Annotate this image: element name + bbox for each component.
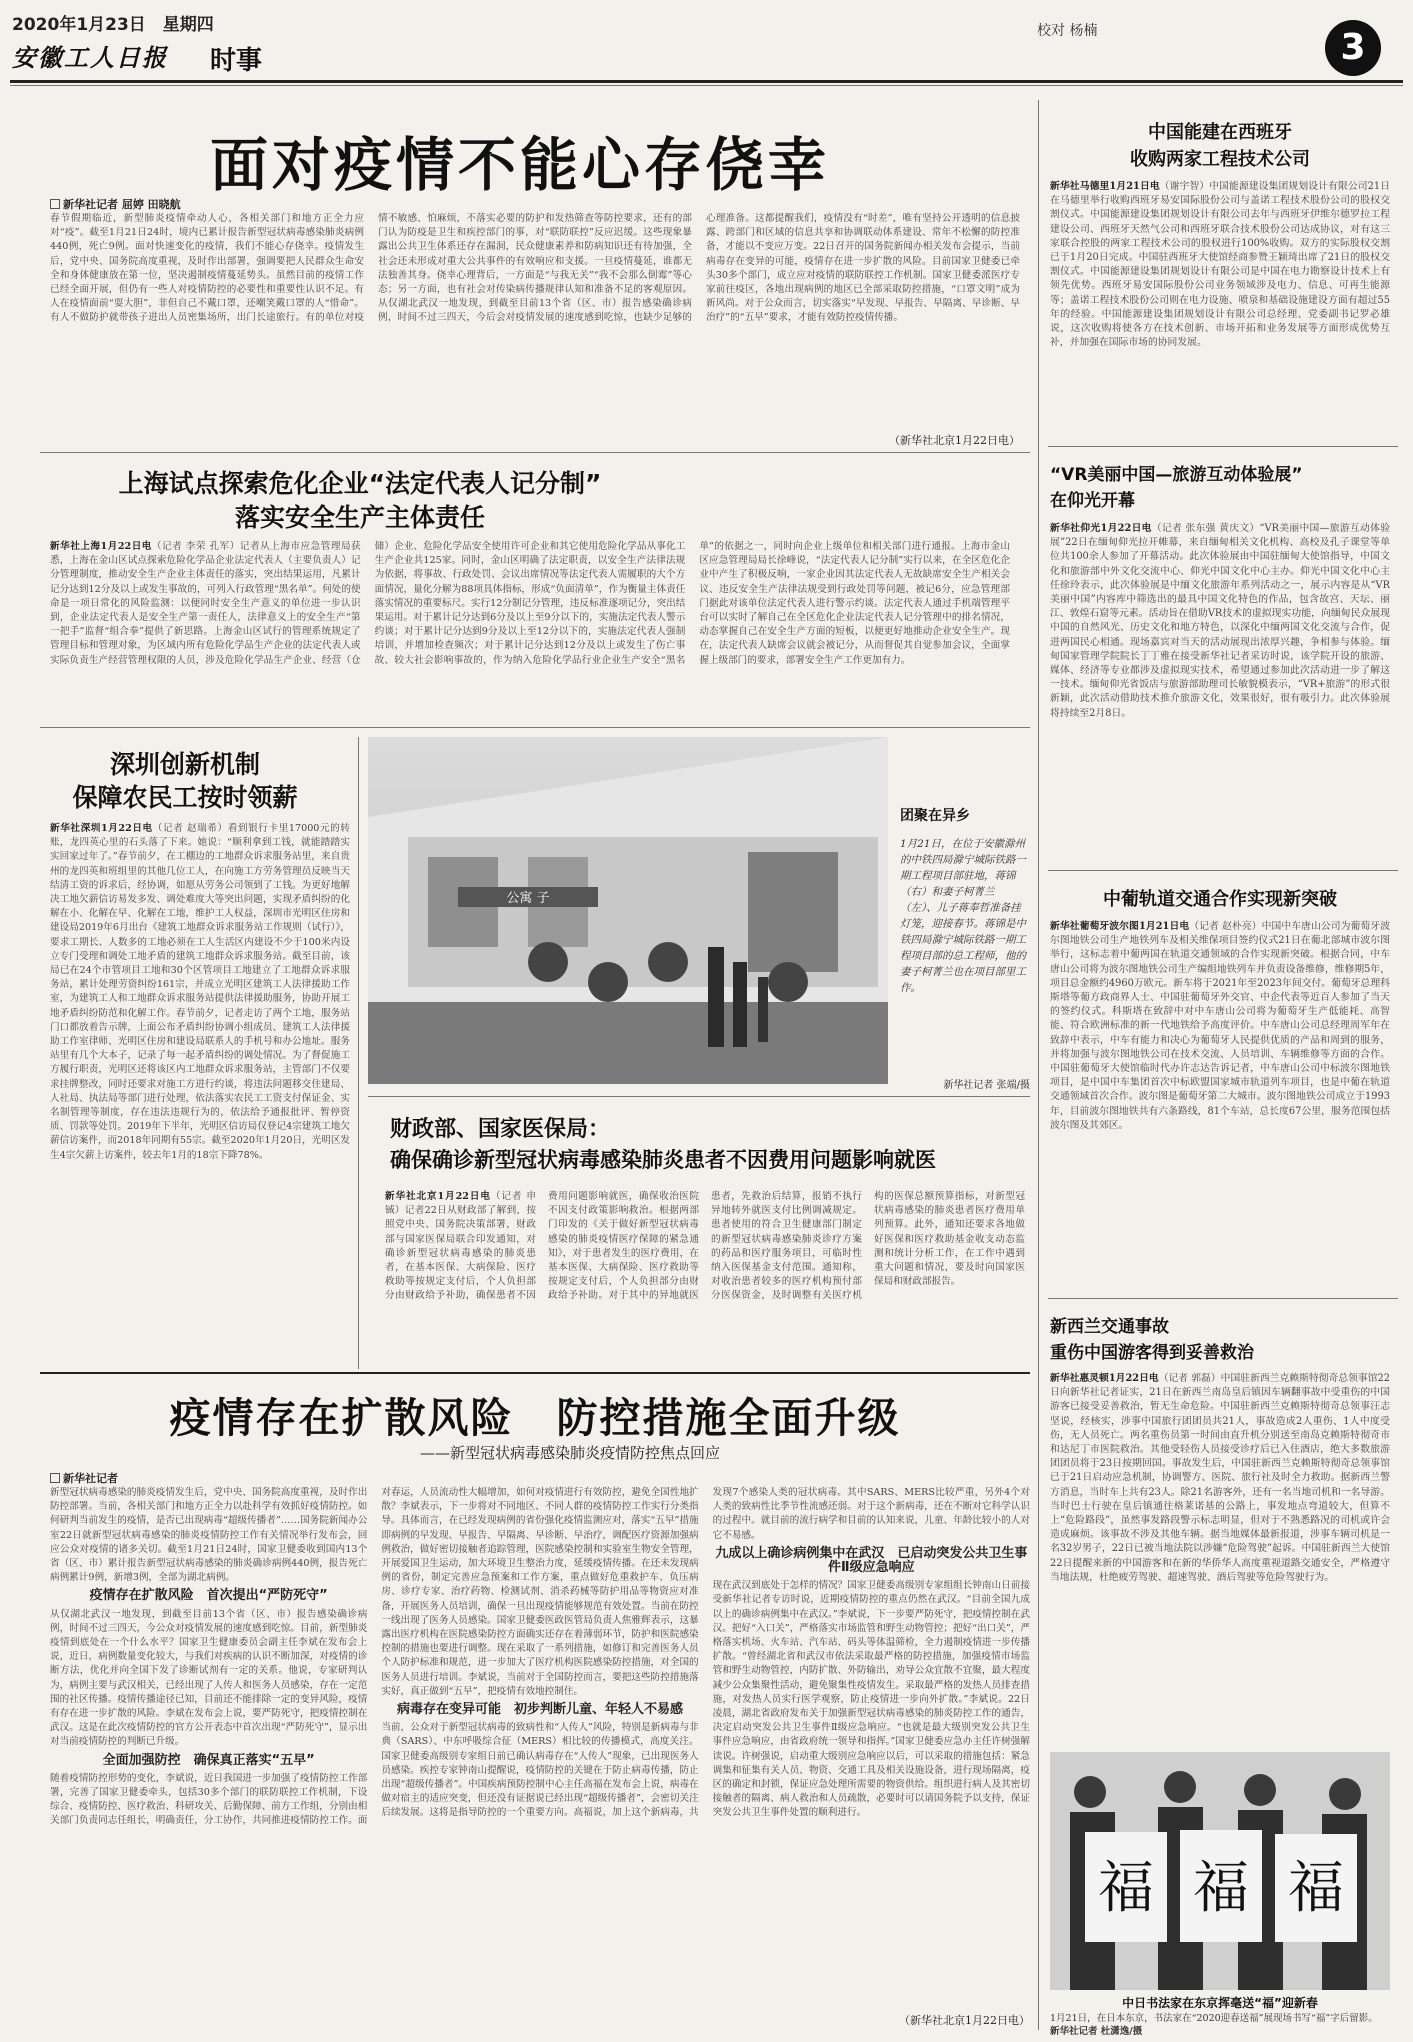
epidemic-credit: （新华社北京1月22日电） <box>899 2014 1030 2027</box>
shanghai-body <box>50 540 1010 720</box>
divider-sidebar-2 <box>1048 870 1398 871</box>
editor-label: 校对 杨楠 <box>1037 23 1098 39</box>
sidebar-a1-body <box>1050 180 1390 438</box>
epidemic-heading-4: 九成以上确诊病例集中在武汉 已启动突发公共卫生事件Ⅱ级应急响应 <box>715 1545 1028 1576</box>
sidebar-a3-lead: 新华社葡萄牙波尔图1月21日电 <box>1050 921 1190 932</box>
finance-text: 记者22日从财政部了解到，按照党中央、国务院决策部署，财政部与国家医保局联合印发通知，对确诊新型冠状病毒感染的肺炎患者，在基本医保、大病保险、医疗救助等按规定支付后，个人负担部分由财政给予补助，确保患者不因费用问题影响就医，确保收治医院不因支付政策影响救治。根据两部门印发的《关于做好新型冠状病毒感染的肺炎疫情医疗保障的紧急通知》，对于患者发生的医疗费用，在基本医保、大病保险、医疗救助等按规定支付后，个人负担部分由财政给予补助。对于其中的异地就医患者，先救治后结算，报销不执行异地转外就医支付比例调减规定。患者使用的符合卫生健康部门制定的新型冠状病毒感染肺炎诊疗方案的药品和医疗服务项目，可临时性纳入医保基金支付范围。通知称，对收治患者较多的医疗机构预付部分医保资金，及时调整有关医疗机构的医保总额预算指标，对新型冠状病毒感染的肺炎患者医疗费用单列预算。此外，通知还要求各地做好医保和医疗救助基金收支动态监测和统计分析工作，在工作中遇到重大问题和情况，要及时向国家医保局和财政部报告。 <box>385 1191 1025 1302</box>
finance-byline: （记者 申铖） <box>385 1191 536 1217</box>
sidebar-a3-body <box>1050 920 1390 1292</box>
divider-finance <box>40 1372 1030 1374</box>
sidebar-a4-lead: 新华社惠灵顿1月22日电 <box>1050 1373 1159 1384</box>
fu-char-2: 福 <box>1193 1856 1249 1921</box>
divider-photo <box>368 1096 1030 1097</box>
sidebar-a2-body <box>1050 522 1390 862</box>
page-number <box>1325 20 1381 76</box>
byline-marker-icon <box>50 199 60 209</box>
epidemic-heading-1: 疫情存在扩散风险 首次提出“严防死守” <box>89 1588 328 1604</box>
sidebar-a1-byline: （谢宇智） <box>1159 181 1210 192</box>
photo2-credit: 新华社记者 杜潇逸/摄 <box>1050 2026 1143 2037</box>
photo-caption-body: 1月21日，在位于安徽滁州的中铁四局滁宁城际铁路一期工程项目部驻地，蒋锦（右）和妻子柯菁兰（左）、儿子蒋奉哲准备挂灯笼，迎接春节。蒋锦是中铁四局滁宁城际铁路一期工程项目部的总工程师，他的妻子柯菁兰也在项目部里工作。 <box>900 838 1026 994</box>
photo-calligraphy-drawing <box>1050 1752 1390 1990</box>
shanghai-headline-2: 落实安全生产主体责任 <box>234 503 485 532</box>
lead-credit: （新华社北京1月22日电） <box>889 434 1020 447</box>
divider-lead <box>40 452 1030 453</box>
masthead-rule <box>10 80 1403 83</box>
shenzhen-text: 看到银行卡里17000元的转账，龙四英心里的石头落了下来。她说：“顺利拿到工钱，就能踏踏实实回家过年了。”春节前夕，在工棚边的工地群众诉求服务站里，来自贵州的龙四英和班组里的其他几位工人，在向施工方劳务管理员反映当天结清工资的诉求后，经协调，如愿从劳务公司领到了工钱。为更好地解决工地欠薪信访易发多发、调处难度大等突出问题，实现矛盾纠纷的化解在小、化解在早、化解在工地，维护工人权益，深圳市光明区住房和建设局2019年6月出台《建筑工地群众诉求服务站工作规则（试行）》，要求工期长、人数多的工地必须在工人生活区内建设不少于100米内设立专门受理和调处工地矛盾的建筑工地群众诉求服务站。截至目前，该局已在24个市管项目工地和30个区管项目工地建立了工地群众诉求服务站，累计处理劳资纠纷161宗，并成立光明区建筑工人法律援助工作室，为建筑工人和工地群众诉求服务站提供法律援助服务，协助开展工地矛盾纠纷防范和化解工作。春节前夕，记者走访了两个工地，服务站门口都放着告示牌，上面公布矛盾纠纷协调小组成员、建筑工人法律援助工作室律师、光明区住房和建设局联系人的手机号和办公地址。服务站里有几个大本子，记录了每一起矛盾纠纷的调处情况。为了督促施工方履行职责，光明区还将该区内工地群众诉求服务站，主管部门不仅要求挂牌整改，同时还要求对施工方进行约谈，将违法问题移交住建局、人社局、执法局等部门进行处理，依法落实农民工工资支付保证金、实名制管理等制度，存在违法违规行为的，依法给予通报批评、暂停资质、罚款等处罚。2019年下半年，光明区信访局仅登记4宗建筑工地欠薪信访案件，而2018年同期有55宗。截至2020年1月20日，光明区发生4宗欠薪上访案件，较去年1月的18宗下降78%。 <box>50 823 350 1161</box>
lead-byline <box>50 196 181 212</box>
sidebar-a4-byline: （记者 郭磊） <box>1158 1373 1221 1384</box>
shenzhen-headline-1: 深圳创新机制 <box>109 750 260 779</box>
photo-reunion <box>368 737 888 1084</box>
photo-sign-text: 公寓 子 <box>506 891 550 906</box>
epidemic-heading-2: 全面加强防控 确保真正落实“五早” <box>102 1752 315 1768</box>
sidebar-a1-lead: 新华社马德里1月21日电 <box>1050 181 1160 192</box>
epidemic-body-b: 从仅湖北武汉一地发现，到截至目前13个省（区、市）报告感染确诊病例，时间不过三四天，今公众对疫情发展的速度感到吃惊。目前，新型肺炎疫情到底处在一个什么水平？国家卫生健康委员会副主任李斌在发布会上说，近日，病例数量变化较大，与我们对疾病的认识不断加深，对疫情的诊断方法，优化并向全国下发了诊断试剂有一定的关系。他说，专家研判认为，病例主要与武汉相关，已经出现了人传人和医务人员感染，存在一定范围的社区传播。疫情传播途径已知，目前还不能排除一定的变异风险，疫情有存在进一步扩散的风险。李斌在发布会上说，要严防死守，把疫情控制在武汉。这是在此次疫情防控的官方公开表态中首次出现“严防死守”，显示出对当前疫情防控的判断已升级。 <box>50 1608 368 1748</box>
shanghai-headline-1: 上海试点探索危化企业“法定代表人记分制” <box>118 469 602 498</box>
section-name: 时事 <box>210 46 263 76</box>
sidebar-a4-body <box>1050 1372 1390 1744</box>
lead-byline-text: 新华社记者 屈婷 田晓航 <box>63 198 181 211</box>
shenzhen-headline-2: 保障农民工按时领薪 <box>72 783 298 812</box>
sidebar-a2-lead: 新华社仰光1月22日电 <box>1050 523 1152 534</box>
paper-name: 安徽工人日报 <box>12 43 168 72</box>
sidebar-a4-headline-1: 新西兰交通事故 <box>1050 1317 1169 1337</box>
sidebar-a1-text: 中国能源建设集团规划设计有限公司21日在马德里举行收购西班牙易安国际股份公司与盖诺工程技术股份公司的股权交割仪式。中国能源建设集团规划设计有限公司去年与西班牙伊维尔德罗拉工程建设公司、西班牙天然气公司和西班牙联合技术股份公司达成协议，对有这三家联合控股的两家工程技术公司的股权进行100%收购。双方的实际股权交割已于1月20日完成。中国驻西班牙大使馆经商参赞王颖琦出席了21日的股权交割仪式。中国能源建设集团规划设计有限公司是中国在电力勘察设计技术上有领先优势。西班牙易安国际股份公司业务领域涉及电力、信息、可再生能源等；盖诺工程技术股份公司则在电力设施、喷泉和基础设施建设方面有超过55年的经验。中国能源建设集团规划设计有限公司总经理、党委副书记罗必雄说，这次收购将使各方在技术创新、市场开拓和业务发展等方面形成优势互补，并加强在国际市场的协同发展。 <box>1050 181 1390 349</box>
masthead-rule-thin <box>10 85 1403 86</box>
sidebar-a2-byline: （记者 张东强 黄庆文） <box>1151 523 1260 534</box>
epidemic-byline-text: 新华社记者 <box>63 1472 118 1485</box>
divider-sidebar-1 <box>1048 446 1398 447</box>
photo-reunion-drawing <box>368 737 888 1084</box>
lead-body: 春节假期临近，新型肺炎疫情牵动人心，各相关部门和地方正全力应对“疫”。截至1月21日24时，境内已累计报告新型冠状病毒感染肺炎病例440例，死亡9例。面对快速变化的疫情，我们不能心存侥幸。疫情发生后，党中央、国务院高度重视，及时作出部署，强调要把人民群众生命安全和身体健康放在第一位，坚决遏制疫情蔓延势头。虽然目前的疫情工作已经全面开展，但仍有一些人对疫情防控的必要性和重要性认识不足。有人在疫情面前“耍大胆”，非但自己不戴口罩，还嘲笑戴口罩的人“惜命”。有人不做防护就带孩子进出人员密集场所，出门长途旅行。有的单位对疫情不敏感、怕麻烦，不落实必要的防护和发热筛查等防控要求，还有的部门认为防疫是卫生和疾控部门的事，对“联防联控”反应迟缓。这些现象暴露出公共卫生体系还存在漏洞，民众健康素养和防病知识还有待加强，全社会还未形成对重大公共事件的有效响应和支援。一旦疫情蔓延，谁都无法独善其身。侥幸心理背后，一方面是“与我无关”“我不会那么倒霉”等心态；另一方面，也有社会对传染病传播规律认知和准备不足的客观原因。从仅湖北武汉一地发现，到截至目前13个省（区、市）报告感染确诊病例，时间不过三四天，今后会对疫情发展的速度感到吃惊，也缺少足够的心理准备。这都提醒我们，疫情没有“时差”，唯有坚持公开透明的信息披露、跨部门和区域的信息共享和协调联动体系建设、常年不松懈的防控准备，才能以不变应万变。22日召开的国务院新闻办相关发布会提示，当前病毒存在变异的可能，疫情存在进一步扩散的风险。目前国家卫健委已牵头30多个部门，成立应对疫情的联防联控工作机制。国家卫健委派医疗专家前往疫区，各地出现病例的地区已全部采取防控措施，“口罩文明”成为新风尚。对于公众而言，切实落实“早发现、早报告、早隔离、早诊断、早治疗”的“五早”要求，才能有效防控疫情传播。 <box>50 213 1020 324</box>
sidebar-a3-headline: 中葡轨道交通合作实现新突破 <box>1103 889 1337 910</box>
divider-shenzhen-v <box>358 737 359 1369</box>
sidebar-a3-text: 中国中车唐山公司为葡萄牙波尔图地铁公司生产地铁列车及相关维保项目签约仪式21日在葡北部城市波尔图举行，这标志着中葡两国在轨道交通领域的合作实现新突破。根据合同，中车唐山公司将为波尔图地铁公司生产编组地铁列车并负责设备维修，维修期5年，项目总金额约4960万欧元。新车将于2021年至2023年间交付。葡萄牙总理科斯塔等葡方政商界人士、中国驻葡萄牙外交官、中企代表等近百人参加了当天的签约仪式。科斯塔在致辞中对中车唐山公司将为葡萄牙生产低能耗、高智能、符合欧洲标准的新一代地铁给予高度评价。中车唐山公司总经理周军年在致辞中表示，中车有能力和决心为葡萄牙人民提供优质的产品和周到的服务，并将加强与波尔图地铁公司在技术交流、人员培训、车辆维修等方面的合作。中国驻葡萄牙大使馆临时代办许志达告诉记者，中车唐山公司中标波尔图地铁项目，是中国中车集团首次中标欧盟国家城市轨道列车项目，也是中葡在轨道交通领域首次合作。波尔图是葡萄牙第二大城市。波尔图地铁公司成立于1993年，目前波尔图地铁共有六条路线，81个车站，总长度67公里，服务范围包括波尔图及其郊区。 <box>1050 921 1390 1131</box>
photo2-caption-title: 中日书法家在东京挥毫送“福”迎新春 <box>1122 1996 1318 2010</box>
finance-lead: 新华社北京1月22日电 <box>385 1191 491 1202</box>
photo-credit: 新华社记者 张端/摄 <box>943 1080 1030 1091</box>
epidemic-body-d: 当前，公众对于新型冠状病毒的致病性和“人传人”风险，特别是新病毒与非典（SARS）、中东呼吸综合征（MERS）相比较的传播模式，高度关注。国家卫健委高级别专家组日前已确认病毒存在“人传人”现象，已出现医务人员感染。疾控专家钟南山提醒说，疫情防控的关键在于防止病毒传播，防止出现“超级传播者”。中国疾病预防控制中心主任高福在发布会上说，病毒在做对宿主的适应突变，但还没有证据说已经出现“超级传播者”，会密切关注后续发展。这将是指导防控的一个重要方向。高福说，加上这个新病毒，共发现7个感染人类的冠状病毒。其中SARS、MERS比较严重，另外4个对人类的致病性比季节性流感还弱。对于这个新病毒，还在不断对它科学认识的过程中。就目前的流行病学和目前的认知来说，儿童、年龄比较小的人对它不易感。 <box>381 1487 1030 1819</box>
shanghai-byline: （记者 李荣 孔军） <box>151 541 240 552</box>
fu-char-3: 福 <box>1288 1856 1344 1921</box>
shenzhen-body <box>50 822 350 1367</box>
epidemic-body-a: 新型冠状病毒感染的肺炎疫情发生后，党中央、国务院高度重视，及时作出防控部署。当前，各相关部门和地方正全力以赴科学有效抓好疫情防控。如何研判当前发生的疫情，是否已出现病毒“超级传播者”……国务院新闻办公室22日就新型冠状病毒感染的肺炎疫情防控工作有关情况举行发布会，回应公众对疫情的诸多关切。截至1月21日24时，国家卫健委收到国内13个省（区、市）累计报告新型冠状病毒感染的肺炎确诊病例440例，报告死亡病例累计9例，新增3例，全部为湖北病例。 <box>50 1487 368 1584</box>
divider-shanghai <box>40 727 1030 728</box>
epidemic-heading-3: 病毒存在变异可能 初步判断儿童、年轻人不易感 <box>396 1702 683 1718</box>
sidebar-a2-text: “VR美丽中国—旅游互动体验展”22日在缅甸仰光拉开帷幕，来自缅甸相关文化机构、高校及孔子课堂等单位共100余人参加了开幕活动。此次体验展由中国驻缅甸大使馆指导，中国文化和旅游部中外文化交流中心、仰光中国文化中心主办。仰光中国文化中心主任徐玲表示，此次体验展是中缅文化旅游年系列活动之一，展示内容是从“VR美丽中国”内容库中筛选出的最具中国文化特色的作品，包含故宫、天坛、丽江、敦煌石窟等元素。活动旨在借助VR技术的虚拟现实功能，向缅甸民众展现中国的自然风光、历史文化和地方特色，以深化中缅两国文化交流与合作，促进两国民心相通。现场嘉宾对当天的活动展现出浓厚兴趣，争相参与体验。缅甸国家管理学院院长丁丁雅在接受新华社记者采访时说，该学院开设的旅游、媒体、经济等专业都涉及虚拟现实技术，希望通过参加此次活动进一步了解这一技术。缅甸仰光省饭店与旅游部助理司长敏貌模表示，“VR+旅游”的形式很新颖，此次活动借助技术推介旅游文化，效果很好，很有吸引力。此次体验展将持续至2月8日。 <box>1050 523 1390 719</box>
divider-sidebar-3 <box>1048 1298 1398 1299</box>
shenzhen-lead: 新华社深圳1月22日电 <box>50 823 153 834</box>
header-date: 2020年1月23日 星期四 <box>12 15 214 35</box>
lead-headline: 面对疫情不能心存侥幸 <box>209 131 830 199</box>
shenzhen-byline: （记者 赵瑞希） <box>152 823 228 834</box>
sidebar-a4-headline-2: 重伤中国游客得到妥善救治 <box>1050 1343 1254 1363</box>
finance-headline-1: 财政部、国家医保局： <box>390 1117 611 1142</box>
epidemic-subtitle: ——新型冠状病毒感染肺炎疫情防控焦点回应 <box>420 1444 721 1462</box>
epidemic-body-c: 随着疫情防控形势的变化，李斌说，近日我国进一步加强了疫情防控工作部署，完善了国家卫健委牵头，包括30多个部门的联防联控工作机制，下设综合、疫情防控、医疗救治、科研攻关、后勤保障、前方工作组，分别由相关部门负责同志任组长，明确责任，分工协作，共同推进疫情防控工作。面对春运，人员流动性大幅增加，如何对疫情进行有效防控，避免全国性地扩散？李斌表示，下一步将对不同地区、不同人群的疫情防控工作实行分类指导。具体而言，在已经发现病例的省份强化疫情监测应对，落实“五早”措施即病例的早发现、早报告、早隔离、早诊断、早治疗，调配医疗资源加强病例救治，做好密切接触者追踪管理，医院感染控制和实验室生物安全管理，开展爱国卫生运动，加大环境卫生整治力度，延缓疫情传播。在还未发现病例的省份，制定完善应急预案和工作方案，重点做好危重救护车、负压病房、诊疗专家、治疗药物、检测试剂、消杀药械等防护用品等物资应对准备，开展医务人员培训，确保一旦出现疫情能够规范有效处置。当前在防控一线出现了医务人员感染。国家卫健委医政医管局负责人焦雅辉表示，这暴露出医疗机构在医院感染防控方面确实还存在着薄弱环节，防护和医院感染控制的措施也要进行调整。现在采取了一系列措施，如修订和完善医务人员个人防护标准和规范，进一步加大了医疗机构医院感染防控措施，对全国的医务人员进行培训。李斌说，当前对于全国防控而言，要把这些防控措施落实好，真正做到“五早”，把疫情有效地控制住。 <box>50 1487 699 1827</box>
sidebar-a2-headline-2: 在仰光开幕 <box>1050 491 1135 511</box>
epidemic-body-e: 现在武汉到底处于怎样的情况？国家卫健委高级别专家组组长钟南山日前接受新华社记者专访时说，近期疫情防控的重点仍然在武汉。“目前全国九成以上的确诊病例集中在武汉。”李斌说，下一步要严防死守，把疫情控制在武汉。把好“入口关”，严格落实市场监管和野生动物管控；把好“出口关”，严格落实机场、火车站、汽车站、码头等体温筛检，全力遏制疫情进一步传播扩散。“曾经湖北省和武汉市依法采取最严格的防控措施，加强疫情市场监管和野生动物管控，内防扩散、外防输出，劝导公众宜散不宜聚，最大程度减少公众集聚性活动，避免聚集性疫情发生。采取最严格的发热人员排查措施，对发热人员实行医学观察，防止疫情进一步向外扩散。”李斌说。22日凌晨，湖北省政府发布关于加强新型冠状病毒感染的肺炎防控工作的通告，决定启动突发公共卫生事件Ⅱ级应急响应。“也就是最大级别突发公共卫生事件应急响应，由省政府统一领导和指挥。”国家卫健委应急办主任许树强解读说。许树强说，启动重大级别应急响应以后，可以采取的措施包括：紧急调集和征集有关人员、物资、交通工具及相关设施设备，进行现场隔离，疫区的确定和封锁，保证应急处理所需要的物资供给。组织进行病人及其密切接触者的隔离、病人救治和人员疏散，必要时可以请国务院予以支持，保证突发公共卫生事件处置的顺利进行。 <box>712 1580 1030 1819</box>
fu-char-1: 福 <box>1098 1856 1154 1921</box>
photo2-caption-text: 1月21日，在日本东京，书法家在“2020迎春送福”展现场书写“福”字后留影。 <box>1050 2013 1378 2024</box>
sidebar-a2-headline-1: “VR美丽中国—旅游互动体验展” <box>1050 465 1303 485</box>
sidebar-divider <box>1038 100 1039 2030</box>
epidemic-headline: 疫情存在扩散风险 防控措施全面升级 <box>169 1394 901 1442</box>
photo-calligraphy <box>1050 1752 1390 1990</box>
sidebar-a3-byline: （记者 赵朴亮） <box>1189 921 1262 932</box>
page-number-text: 3 <box>1340 27 1366 68</box>
photo2-caption-body <box>1050 2012 1390 2038</box>
finance-body <box>385 1190 1025 1366</box>
shanghai-lead: 新华社上海1月22日电 <box>50 541 152 552</box>
epidemic-byline <box>50 1470 118 1486</box>
epidemic-body <box>50 1486 1030 2006</box>
sidebar-a1-headline-2: 收购两家工程技术公司 <box>1130 149 1310 170</box>
sidebar-a1-headline-1: 中国能建在西班牙 <box>1148 122 1292 143</box>
shanghai-text: 记者从上海市应急管理局获悉，上海在金山区试点探索危险化学品企业法定代表人（主要负责人）记分管理制度，推动安全生产企业主体责任的落实，突出结果运用，凡累计记分达到12分及以上或发生事故的，可列入行政管理“黑名单”。何处的使命是一项日常化的风险监测：以便同时安全生产意义的单位进一步认识到，企业法定代表人是安全生产第一责任人，法律意义上的安全生产“第一把手”监督“组合拳”提供了新思路。上海金山区试行的管理系统规定了管理目标和管理对象，为区域内所有危险化学品生产企业的法定代表人或实际负责生产经营管理权限的人员，涉及危险化学品生产企业、经营（仓储）企业、危险化学品安全使用许可企业和其它使用危险化学品从事化工生产企业共125家。同时，金山区明确了法定职责，以安全生产法律法规为依据，将事故、行政处罚、会议出席情况等法定代表人需履职的大个方面情况，量化分解为88项具体指标，形成“负面清单”，作为衡量主体责任落实情况的重要标尺。实行12分制记分管理，违反标准逐项记分，突出结果运用。对于累计记分达到6分及以上至9分以下的，实施法定代表人警示约谈；对于累计记分达到9分及以上至12分以下的，实施法定代表人强制培训，并增加检查频次；对于累计记分达到12分及以上或发生了伤亡事故、较大社会影响事故的，作为纳入危险化学品行业企业生产安全“黑名单”的依据之一，同时向企业上级单位和相关部门进行通报。上海市金山区应急管理局局长徐峰说，“法定代表人记分制”实行以来，在全区危化企业中产生了积极反响，一家企业因其法定代表人无故缺席安全生产相关会议、违反安全生产法律法规受到行政处罚等问题，被记6分，应急管理部门据此对该单位法定代表人进行警示约谈。法定代表人通过手机端管理平台可以实时了解自己在全区危化企业法定代表人记分管理中的排名情况，动态掌握自己在安全生产方面的短板，以便更好地推动企业安全生产。现在，法定代表人缺席会议就会被记分，从而督促其自觉参加会议，全面掌握上级部门的要求，部署安全生产工作更加有力。 <box>50 541 1010 666</box>
photo-caption-title: 团聚在异乡 <box>900 808 970 824</box>
epidemic-byline-marker-icon <box>50 1473 60 1483</box>
sidebar-a4-text: 中国驻新西兰克赖斯特彻奇总领事馆22日向新华社记者证实，21日在新西兰南岛皇后镇因车辆翻事故中受重伤的中国游客已接受妥善救治，暂无生命危险。中国驻新西兰克赖斯特彻奇总领事汪志坚说，经核实，涉事中国旅行团团员共21人，事故造成2人重伤、1人中度受伤，无人员死亡。两名重伤员第一时间由直升机分别送至南岛克赖斯特彻奇市和达尼丁市医院救治。其他受轻伤人员接受诊疗后已入住酒店，绝大多数旅游团团员将于23日按期回国。事故发生后，中国驻新西兰克赖斯特彻奇总领事馆已于21日启动应急机制，协调警方、医院、旅行社及时全力救助。据新西兰警方消息，当时车上共有23人。除21名游客外，还有一名当地司机和一名导游。当时巴士行驶在皇后镇通往格莱诺基的公路上，事发地点弯道较大，但算不上“危险路段”，虽然事发路段警示标志明显，但对于不熟悉路况的司机或许会造成麻烦。该事故不涉及其他车辆。据当地媒体最新报道，涉事车辆司机是一名32岁男子，22日已被当地法院以涉嫌“危险驾驶”起诉。中国驻新西兰大使馆22日提醒来新的中国游客和在新的华侨华人高度重视道路交通安全，严格遵守当地法规，杜绝疲劳驾驶、超速驾驶、酒后驾驶等危险驾驶行为。 <box>1050 1373 1390 1583</box>
finance-headline-2: 确保确诊新型冠状病毒感染肺炎患者不因费用问题影响就医 <box>390 1148 936 1172</box>
